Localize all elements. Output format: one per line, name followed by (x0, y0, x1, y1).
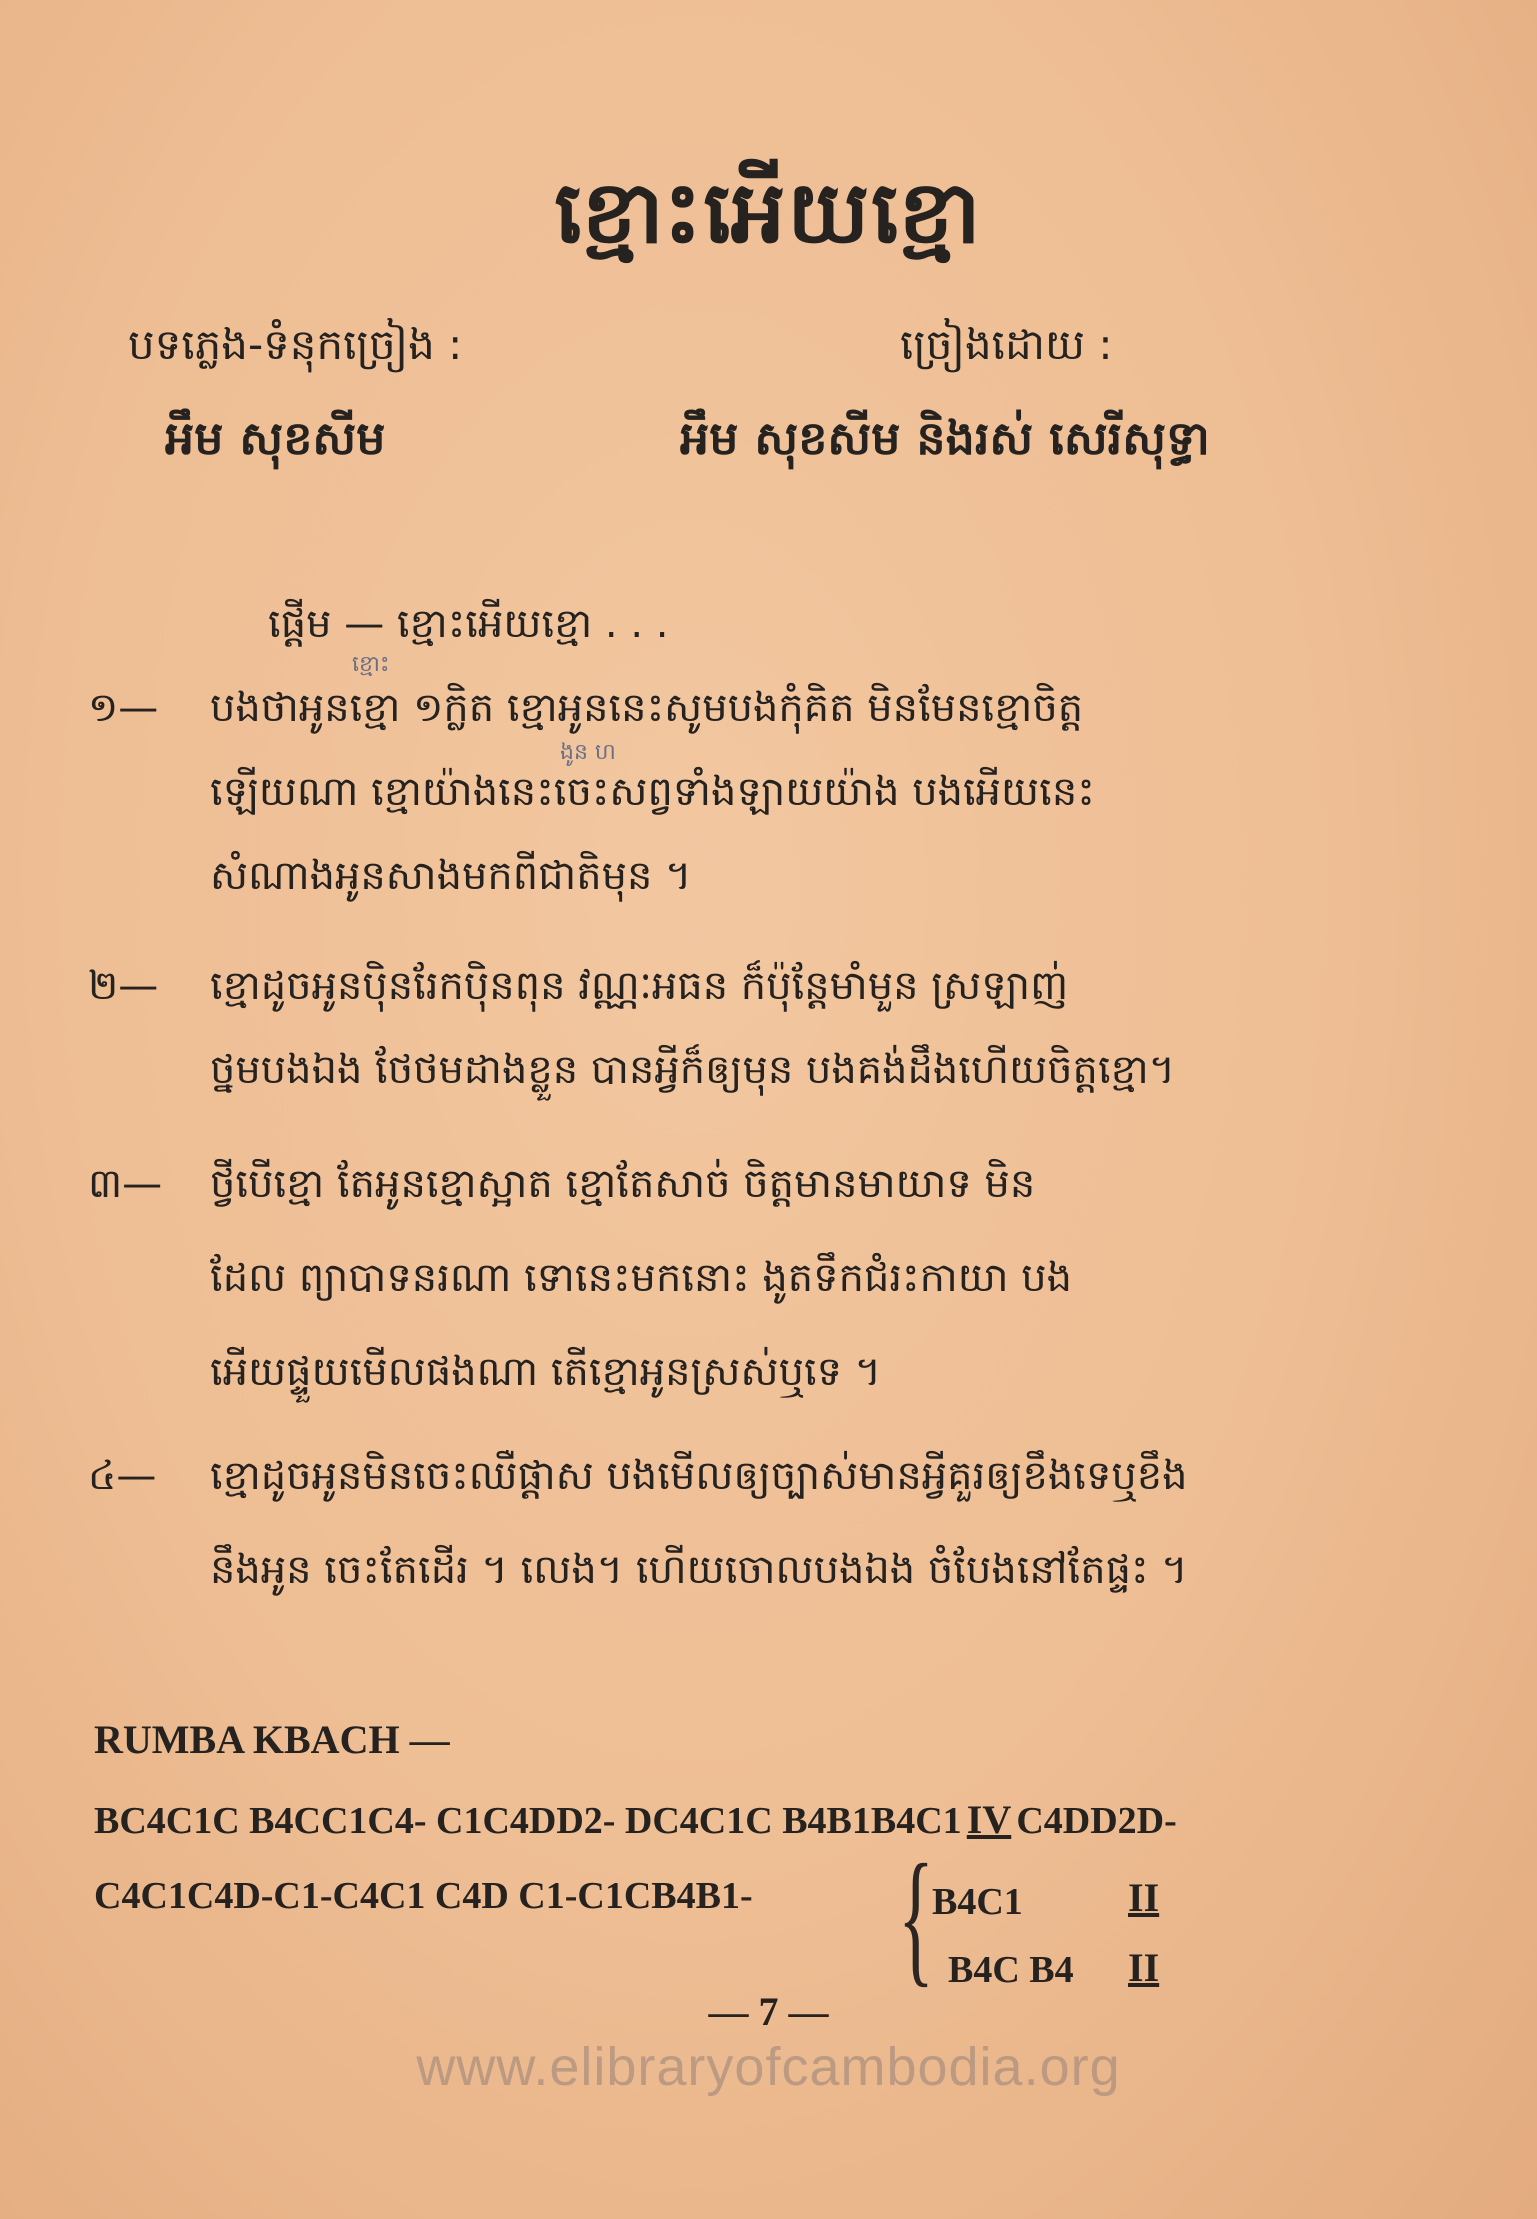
singers-names: អឹម សុខសីម និងរស់ សេរីសុទ្ធា (680, 411, 1210, 465)
ending-2-chords: B4C B4 (948, 1949, 1074, 1991)
verse-line: ឡើយណា ខ្មោយ៉ាងនេះចេះសព្វទាំងឡាយយ៉ាង បងអើយនេះ (210, 769, 1095, 815)
ending-2-numeral: II (1128, 1945, 1160, 1990)
verse-number: ២— (88, 963, 159, 1009)
roman-numeral: IV (966, 1797, 1012, 1842)
verse-number: ៣— (88, 1161, 163, 1207)
composer-name: អឹម សុខសីម (165, 411, 386, 465)
verse-line: ថ្វីបើខ្មោ តែអូនខ្មោស្អាត ខ្មោតែសាច់ ចិត្តមានមាយាទ មិន (210, 1161, 1036, 1207)
verse-line: ថ្នមបងឯង ថែថមដាងខ្លួន បានអ្វីក៏ឲ្យមុន បងគង់ដឹងហើយចិត្តខ្មោ។ (210, 1047, 1176, 1093)
brace-symbol: { (898, 1834, 934, 2000)
verse-line: នឹងអូន ចេះតែដើរ ។ លេង។ ហើយចោលបងឯង ចំបែងនៅតែផ្ទះ ។ (210, 1547, 1188, 1593)
singers-label: ច្រៀងដោយ : (900, 320, 1113, 369)
song-title: ខ្មោះអើយខ្មោ (554, 163, 983, 263)
chord-line-1 (94, 1796, 1177, 1843)
intro-line: ផ្ដើម — ខ្មោះអើយខ្មោ . . . (268, 601, 669, 647)
chord-line-2: C4C1C4D-C1-C4C1 C4D C1-C1CB4B1- (94, 1875, 753, 1917)
verse-line: ខ្មោដូចអូនមិនចេះឈឺផ្ដាស បងមើលឲ្យច្បាស់មានអ្វីគួរឲ្យខឹងទេឬខឹង (210, 1453, 1188, 1499)
ending-1-numeral: II (1128, 1875, 1160, 1920)
pencil-annotation: ងូន ហ (560, 740, 616, 765)
verse-line: សំណាងអូនសាងមកពីជាតិមុន ។ (210, 853, 692, 899)
verse-line: ដែល ព្យាបាទនរណា ទោនេះមកនោះ ងូតទឹកជំរះកាយា បង (210, 1255, 1072, 1301)
verse-number: ១— (88, 685, 159, 731)
rumba-label: RUMBA KBACH — (94, 1717, 450, 1762)
chord-sequence: BC4C1C B4CC1C4- C1C4DD2- DC4C1C B4B1B4C1 (94, 1800, 962, 1842)
pencil-annotation: ខ្មោះ (352, 652, 390, 677)
verse-line: អើយផ្ទួយមើលផងណា តើខ្មោអូនស្រស់ឬទេ ។ (210, 1349, 882, 1395)
watermark-url: www.elibraryofcambodia.org (416, 2037, 1121, 2097)
page-number: — 7 — (708, 1989, 829, 2034)
chord-sequence: C4DD2D- (1016, 1800, 1177, 1842)
ending-1-chords: B4C1 (932, 1881, 1023, 1923)
verse-line: ខ្មោដូចអូនប៉ិនរែកប៉ិនពុន វណ្ណៈអធន ក៏ប៉ុន្តែមាំមួន ស្រឡាញ់ (210, 963, 1069, 1009)
verse-number: ៤— (88, 1453, 157, 1499)
verse-line: បងថាអូនខ្មោ ១ក្លិត ខ្មោអូននេះសូមបងកុំគិត មិនមែនខ្មោចិត្ត (210, 685, 1084, 731)
music-lyrics-label: បទភ្លេង-ទំនុកច្រៀង : (128, 320, 463, 369)
